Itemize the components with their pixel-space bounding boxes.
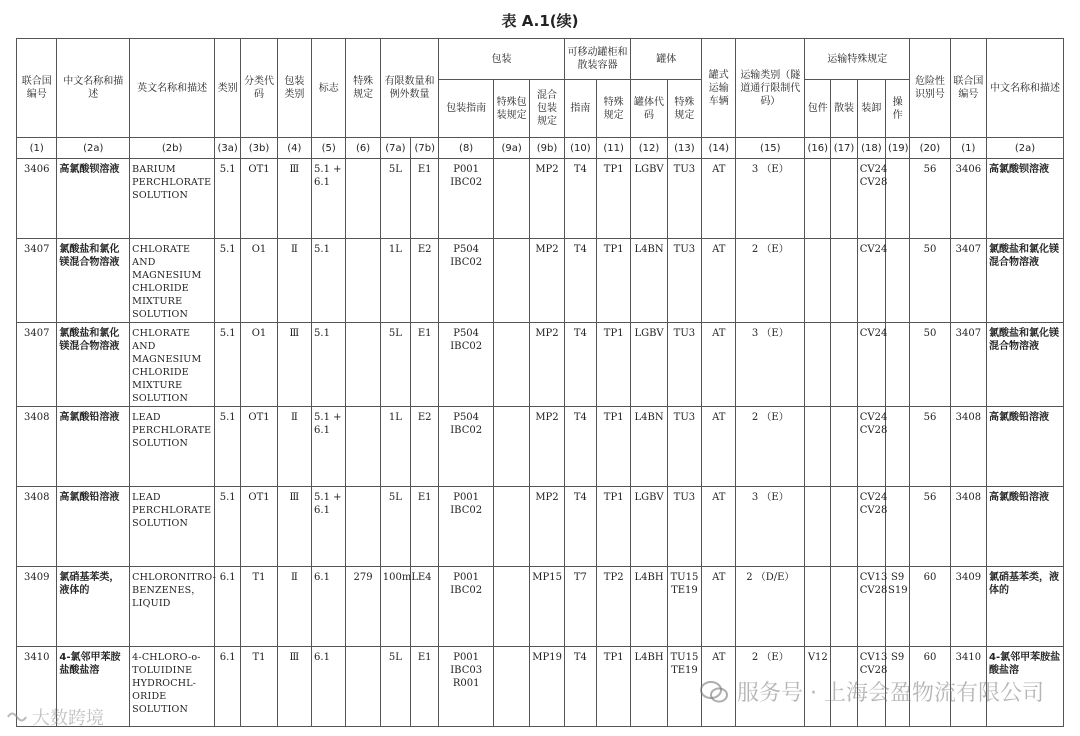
cell-loading: CV13 CV28 — [857, 567, 885, 647]
hdr-name-en: 英文名称和描述 — [130, 39, 215, 138]
cell-un-no-2: 3407 — [950, 323, 986, 407]
cell-transport-cat: 3 （E） — [736, 159, 805, 239]
cell-pack-special — [493, 159, 529, 239]
cell-hazard-id: 50 — [910, 323, 950, 407]
column-number: (7a) — [380, 138, 410, 159]
hdr-labels: 标志 — [312, 39, 346, 138]
cell-special — [346, 159, 380, 239]
cell-tank-body-special: TU15 TE19 — [667, 567, 701, 647]
cell-pack-group: Ⅱ — [277, 239, 311, 323]
hdr-transport-special: 运输特殊规定 — [805, 39, 910, 80]
cell-pkg — [805, 487, 831, 567]
cell-pack-special — [493, 647, 529, 727]
cell-name-zh-2: 氯硝基苯类，液体的 — [987, 567, 1064, 647]
cell-hazard-id: 60 — [910, 647, 950, 727]
column-number: (18) — [857, 138, 885, 159]
cell-excepted-qty: E4 — [411, 567, 439, 647]
column-number: (12) — [631, 138, 667, 159]
cell-excepted-qty: E1 — [411, 647, 439, 727]
cell-special: 279 — [346, 567, 380, 647]
cell-vehicle: AT — [702, 647, 736, 727]
cell-pack-group: Ⅲ — [277, 159, 311, 239]
cell-name-zh-2: 高氯酸铅溶液 — [987, 407, 1064, 487]
cell-pkg — [805, 567, 831, 647]
cell-name-en: BARIUM PERCHLORATE SOLUTION — [130, 159, 215, 239]
cell-un-no: 3410 — [17, 647, 57, 727]
hdr-pkg: 包件 — [805, 80, 831, 138]
column-number: (16) — [805, 138, 831, 159]
cell-tank-special: TP2 — [597, 567, 631, 647]
cell-pack-group: Ⅲ — [277, 487, 311, 567]
column-number: (10) — [564, 138, 596, 159]
cell-tank-special: TP1 — [597, 239, 631, 323]
cell-name-en: LEAD PERCHLORATE SOLUTION — [130, 407, 215, 487]
hdr-mixed-pack: 混合包装规定 — [530, 80, 564, 138]
cell-loading: CV24 — [857, 323, 885, 407]
cell-name-en: CHLORATE AND MAGNESIUM CHLORIDE MIXTURE SOLUTION — [130, 239, 215, 323]
cell-un-no-2: 3407 — [950, 239, 986, 323]
hdr-un-no: 联合国编号 — [17, 39, 57, 138]
cell-un-no-2: 3410 — [950, 647, 986, 727]
cell-special — [346, 239, 380, 323]
cell-hazard-id: 60 — [910, 567, 950, 647]
cell-un-no-2: 3408 — [950, 487, 986, 567]
cell-loading: CV24 CV28 — [857, 159, 885, 239]
cell-excepted-qty: E1 — [411, 323, 439, 407]
cell-operation: S9 — [885, 647, 909, 727]
cell-tank-body-special: TU3 — [667, 407, 701, 487]
cell-hazard-id: 56 — [910, 487, 950, 567]
cell-class-code: OT1 — [241, 407, 277, 487]
column-number: (3a) — [215, 138, 241, 159]
column-number: (9b) — [530, 138, 564, 159]
cell-limited-qty: 5L — [380, 159, 410, 239]
cell-pack-special — [493, 407, 529, 487]
hdr-name-zh: 中文名称和描述 — [57, 39, 130, 138]
cell-class: 6.1 — [215, 647, 241, 727]
cell-pack-instr: P001 IBC03 R001 — [439, 647, 494, 727]
hdr-loading: 装卸 — [857, 80, 885, 138]
cell-hazard-id: 56 — [910, 407, 950, 487]
cell-un-no: 3408 — [17, 487, 57, 567]
column-number: (4) — [277, 138, 311, 159]
cell-pack-group: Ⅱ — [277, 567, 311, 647]
cell-tank-code: LGBV — [631, 323, 667, 407]
cell-excepted-qty: E2 — [411, 407, 439, 487]
cell-pack-instr: P001 IBC02 — [439, 487, 494, 567]
cell-bulk — [831, 407, 857, 487]
cell-name-zh: 氯酸盐和氯化镁混合物溶液 — [57, 239, 130, 323]
cell-excepted-qty: E1 — [411, 159, 439, 239]
cell-un-no-2: 3409 — [950, 567, 986, 647]
cell-vehicle: AT — [702, 159, 736, 239]
cell-operation — [885, 487, 909, 567]
cell-un-no: 3409 — [17, 567, 57, 647]
cell-bulk — [831, 567, 857, 647]
cell-name-en: 4-CHLORO-o-TOLUIDINE HYDROCHL-ORIDE SOLUTION — [130, 647, 215, 727]
cell-tank-code: L4BH — [631, 647, 667, 727]
cell-name-en: LEAD PERCHLORATE SOLUTION — [130, 487, 215, 567]
hdr-tank-special: 特殊规定 — [597, 80, 631, 138]
cell-operation — [885, 323, 909, 407]
cell-mixed-pack: MP2 — [530, 159, 564, 239]
cell-labels: 5.1 — [312, 323, 346, 407]
column-number: (1) — [17, 138, 57, 159]
cell-operation — [885, 239, 909, 323]
cell-limited-qty: 1L — [380, 407, 410, 487]
cell-tank-special: TP1 — [597, 323, 631, 407]
hdr-class: 类别 — [215, 39, 241, 138]
cell-tank-body-special: TU3 — [667, 239, 701, 323]
cell-name-en: CHLORONITRO-BENZENES， LIQUID — [130, 567, 215, 647]
cell-special — [346, 323, 380, 407]
hdr-pack-special: 特殊包装规定 — [493, 80, 529, 138]
table-row — [17, 239, 1064, 323]
cell-name-zh-2: 氯酸盐和氯化镁混合物溶液 — [987, 323, 1064, 407]
dangerous-goods-table — [16, 38, 1064, 727]
hdr-un-no-2: 联合国编号 — [950, 39, 986, 138]
cell-transport-cat: 2 （E） — [736, 647, 805, 727]
cell-tank-body-special: TU15 TE19 — [667, 647, 701, 727]
hdr-special: 特殊规定 — [346, 39, 380, 138]
table-body — [17, 159, 1064, 727]
cell-pack-special — [493, 487, 529, 567]
cell-un-no-2: 3406 — [950, 159, 986, 239]
cell-name-zh: 氯酸盐和氯化镁混合物溶液 — [57, 323, 130, 407]
column-number: (8) — [439, 138, 494, 159]
cell-tank-code: LGBV — [631, 487, 667, 567]
column-number: (20) — [910, 138, 950, 159]
cell-labels: 5.1 + 6.1 — [312, 407, 346, 487]
hdr-vehicle: 罐式运输车辆 — [702, 39, 736, 138]
cell-tank-instr: T4 — [564, 159, 596, 239]
cell-limited-qty: 5L — [380, 487, 410, 567]
cell-class: 5.1 — [215, 407, 241, 487]
cell-bulk — [831, 487, 857, 567]
hdr-pack-group: 包装类别 — [277, 39, 311, 138]
cell-class: 5.1 — [215, 487, 241, 567]
cell-name-en: CHLORATE AND MAGNESIUM CHLORIDE MIXTURE SOLUTION — [130, 323, 215, 407]
cell-labels: 5.1 + 6.1 — [312, 159, 346, 239]
column-number: (14) — [702, 138, 736, 159]
cell-transport-cat: 2 （E） — [736, 239, 805, 323]
cell-name-zh-2: 氯酸盐和氯化镁混合物溶液 — [987, 239, 1064, 323]
cell-pack-instr: P001 IBC02 — [439, 159, 494, 239]
cell-pack-instr: P504 IBC02 — [439, 239, 494, 323]
hdr-name-zh-2: 中文名称和描述 — [987, 39, 1064, 138]
cell-vehicle: AT — [702, 323, 736, 407]
cell-labels: 6.1 — [312, 647, 346, 727]
cell-pkg — [805, 239, 831, 323]
cell-name-zh: 高氯酸钡溶液 — [57, 159, 130, 239]
column-number: (2b) — [130, 138, 215, 159]
table-title: 表 A.1(续) — [501, 12, 579, 30]
cell-tank-special: TP1 — [597, 647, 631, 727]
watermark — [699, 676, 1044, 707]
cell-limited-qty: 100mL — [380, 567, 410, 647]
hdr-bulk: 散装 — [831, 80, 857, 138]
cell-un-no: 3407 — [17, 239, 57, 323]
cell-class-code: O1 — [241, 323, 277, 407]
column-number: (3b) — [241, 138, 277, 159]
cell-pack-group: Ⅲ — [277, 323, 311, 407]
cell-class: 5.1 — [215, 239, 241, 323]
cell-vehicle: AT — [702, 567, 736, 647]
hdr-limited: 有限数量和例外数量 — [380, 39, 439, 138]
cell-vehicle: AT — [702, 239, 736, 323]
cell-pack-special — [493, 323, 529, 407]
column-number: (19) — [885, 138, 909, 159]
wechat-icon — [699, 680, 729, 704]
cell-mixed-pack: MP19 — [530, 647, 564, 727]
cell-pack-special — [493, 239, 529, 323]
cell-special — [346, 647, 380, 727]
cell-tank-special: TP1 — [597, 487, 631, 567]
hdr-class-code: 分类代码 — [241, 39, 277, 138]
hdr-tank-instr: 指南 — [564, 80, 596, 138]
cell-tank-special: TP1 — [597, 407, 631, 487]
cell-bulk — [831, 323, 857, 407]
cell-tank-instr: T4 — [564, 239, 596, 323]
cell-transport-cat: 2 （D/E） — [736, 567, 805, 647]
cell-un-no: 3406 — [17, 159, 57, 239]
table-row — [17, 407, 1064, 487]
cell-class-code: O1 — [241, 239, 277, 323]
cell-special — [346, 487, 380, 567]
cell-mixed-pack: MP2 — [530, 487, 564, 567]
cell-loading: CV24 — [857, 239, 885, 323]
cell-mixed-pack: MP2 — [530, 407, 564, 487]
cell-labels: 5.1 — [312, 239, 346, 323]
cell-mixed-pack: MP2 — [530, 239, 564, 323]
column-number: (2a) — [57, 138, 130, 159]
cell-loading: CV13 CV28 — [857, 647, 885, 727]
hdr-tank-body: 罐体 — [631, 39, 702, 80]
cell-operation — [885, 407, 909, 487]
column-number: (15) — [736, 138, 805, 159]
cell-limited-qty: 1L — [380, 239, 410, 323]
cell-tank-body-special: TU3 — [667, 487, 701, 567]
hdr-transport-cat: 运输类别（隧道通行限制代码） — [736, 39, 805, 138]
cell-name-zh-2: 高氯酸钡溶液 — [987, 159, 1064, 239]
column-number: (2a) — [987, 138, 1064, 159]
cell-pkg — [805, 323, 831, 407]
cell-tank-code: L4BN — [631, 407, 667, 487]
logo-icon — [6, 708, 28, 726]
table-row — [17, 487, 1064, 567]
cell-loading: CV24 CV28 — [857, 407, 885, 487]
column-number: (5) — [312, 138, 346, 159]
cell-hazard-id: 50 — [910, 239, 950, 323]
cell-name-zh: 高氯酸铅溶液 — [57, 487, 130, 567]
cell-transport-cat: 2 （E） — [736, 407, 805, 487]
cell-tank-code: LGBV — [631, 159, 667, 239]
cell-class-code: OT1 — [241, 487, 277, 567]
cell-pack-instr: P001 IBC02 — [439, 567, 494, 647]
cell-tank-body-special: TU3 — [667, 323, 701, 407]
cell-special — [346, 407, 380, 487]
cell-name-zh: 4-氯邻甲苯胺盐酸盐溶 — [57, 647, 130, 727]
hdr-tank-code: 罐体代码 — [631, 80, 667, 138]
cell-labels: 5.1 + 6.1 — [312, 487, 346, 567]
cell-pack-group: Ⅲ — [277, 647, 311, 727]
hdr-pack-instr: 包装指南 — [439, 80, 494, 138]
column-number: (6) — [346, 138, 380, 159]
cell-pack-instr: P504 IBC02 — [439, 407, 494, 487]
cell-transport-cat: 3 （E） — [736, 323, 805, 407]
hdr-hazard-id: 危险性识别号 — [910, 39, 950, 138]
cell-hazard-id: 56 — [910, 159, 950, 239]
logo-text: 大数跨境 — [32, 708, 104, 729]
cell-tank-instr: T4 — [564, 407, 596, 487]
cell-vehicle: AT — [702, 487, 736, 567]
column-number: (17) — [831, 138, 857, 159]
cell-tank-instr: T7 — [564, 567, 596, 647]
cell-name-zh: 高氯酸铅溶液 — [57, 407, 130, 487]
cell-loading: CV24 CV28 — [857, 487, 885, 567]
cell-mixed-pack: MP15 — [530, 567, 564, 647]
cell-pkg: V12 — [805, 647, 831, 727]
table-row — [17, 323, 1064, 407]
cell-class-code: T1 — [241, 567, 277, 647]
cell-tank-instr: T4 — [564, 647, 596, 727]
cell-operation — [885, 159, 909, 239]
cell-class: 5.1 — [215, 159, 241, 239]
hdr-tank-body-special: 特殊规定 — [667, 80, 701, 138]
cell-vehicle: AT — [702, 407, 736, 487]
cell-pack-instr: P504 IBC02 — [439, 323, 494, 407]
table-row — [17, 567, 1064, 647]
column-number: (11) — [597, 138, 631, 159]
hdr-operation: 操作 — [885, 80, 909, 138]
cell-class-code: OT1 — [241, 159, 277, 239]
cell-un-no: 3407 — [17, 323, 57, 407]
watermark-text: 服务号 · 上海会盈物流有限公司 — [737, 681, 1044, 706]
cell-transport-cat: 3 （E） — [736, 487, 805, 567]
table-row — [17, 159, 1064, 239]
cell-pkg — [805, 159, 831, 239]
cell-bulk — [831, 159, 857, 239]
column-number: (13) — [667, 138, 701, 159]
hdr-packaging: 包装 — [439, 39, 564, 80]
column-number: (9a) — [493, 138, 529, 159]
cell-pack-group: Ⅱ — [277, 407, 311, 487]
cell-name-zh-2: 4-氯邻甲苯胺盐酸盐溶 — [987, 647, 1064, 727]
cell-tank-code: L4BN — [631, 239, 667, 323]
cell-class-code: T1 — [241, 647, 277, 727]
cell-tank-instr: T4 — [564, 323, 596, 407]
cell-pack-special — [493, 567, 529, 647]
cell-tank-body-special: TU3 — [667, 159, 701, 239]
cell-limited-qty: 5L — [380, 323, 410, 407]
cell-tank-special: TP1 — [597, 159, 631, 239]
cell-limited-qty: 5L — [380, 647, 410, 727]
cell-labels: 6.1 — [312, 567, 346, 647]
column-number-row — [17, 138, 1064, 159]
column-number: (1) — [950, 138, 986, 159]
cell-tank-instr: T4 — [564, 487, 596, 567]
hdr-tank-group: 可移动罐柜和散装容器 — [564, 39, 631, 80]
cell-un-no: 3408 — [17, 407, 57, 487]
cell-class: 5.1 — [215, 323, 241, 407]
cell-excepted-qty: E2 — [411, 239, 439, 323]
cell-excepted-qty: E1 — [411, 487, 439, 567]
cell-class: 6.1 — [215, 567, 241, 647]
cell-bulk — [831, 239, 857, 323]
cell-name-zh-2: 高氯酸铅溶液 — [987, 487, 1064, 567]
brand-logo — [6, 704, 104, 730]
cell-name-zh: 氯硝基苯类，液体的 — [57, 567, 130, 647]
column-number: (7b) — [411, 138, 439, 159]
cell-pkg — [805, 407, 831, 487]
cell-mixed-pack: MP2 — [530, 323, 564, 407]
cell-tank-code: L4BH — [631, 567, 667, 647]
cell-un-no-2: 3408 — [950, 407, 986, 487]
cell-operation: S9 S19 — [885, 567, 909, 647]
